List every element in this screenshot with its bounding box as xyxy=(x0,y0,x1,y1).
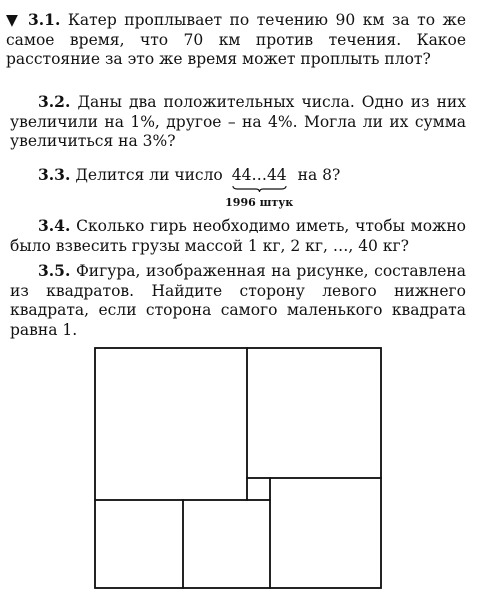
square-top-right xyxy=(247,348,381,478)
problem-3-3 xyxy=(38,165,468,209)
triangle-marker-icon: ▼ xyxy=(6,11,21,29)
problem-text: Катер проплывает по течению 90 км за то же самое время, что 70 км против течения. Какое расстояние за это же время может проплыть плот? xyxy=(6,11,466,68)
square-bottom-left xyxy=(95,500,183,588)
squares-figure xyxy=(94,347,382,589)
brace-label: 1996 штук xyxy=(225,196,294,209)
problem-3-1 xyxy=(6,10,466,70)
problem-text: Фигура, изображенная на рисунке, составлена из квадратов. Найдите сторону левого нижнего квадрата, если сторона самого маленького квадрата равна 1. xyxy=(10,262,466,339)
problem-text: Даны два положительных числа. Одно из них увеличили на 1%, другое – на 4%. Могла ли их сумма увеличиться на 3%? xyxy=(10,93,466,150)
underbraced-number xyxy=(225,166,294,209)
problem-number: 3.3. xyxy=(38,165,71,184)
problem-number: 3.1. xyxy=(27,10,61,29)
problem-number: 3.5. xyxy=(38,261,71,280)
square-bottom-middle xyxy=(183,500,270,588)
square-bottom-right xyxy=(270,478,381,588)
problem-3-5 xyxy=(10,261,466,340)
outer-rectangle xyxy=(95,348,381,588)
problem-number: 3.2. xyxy=(38,92,71,111)
problem-number: 3.4. xyxy=(38,216,71,235)
underbrace-icon xyxy=(232,185,287,193)
problem-text-end: на 8? xyxy=(297,166,341,184)
problem-text: Сколько гирь необходимо иметь, чтобы можно было взвесить грузы массой 1 кг, 2 кг, …, 40 кг? xyxy=(10,217,466,255)
problem-text: Делится ли число xyxy=(75,166,223,184)
square-smallest xyxy=(247,478,270,500)
square-top-left xyxy=(95,348,247,500)
problem-3-2 xyxy=(10,92,466,152)
problem-3-4 xyxy=(10,216,466,256)
brace-number: 44…44 xyxy=(231,166,287,184)
